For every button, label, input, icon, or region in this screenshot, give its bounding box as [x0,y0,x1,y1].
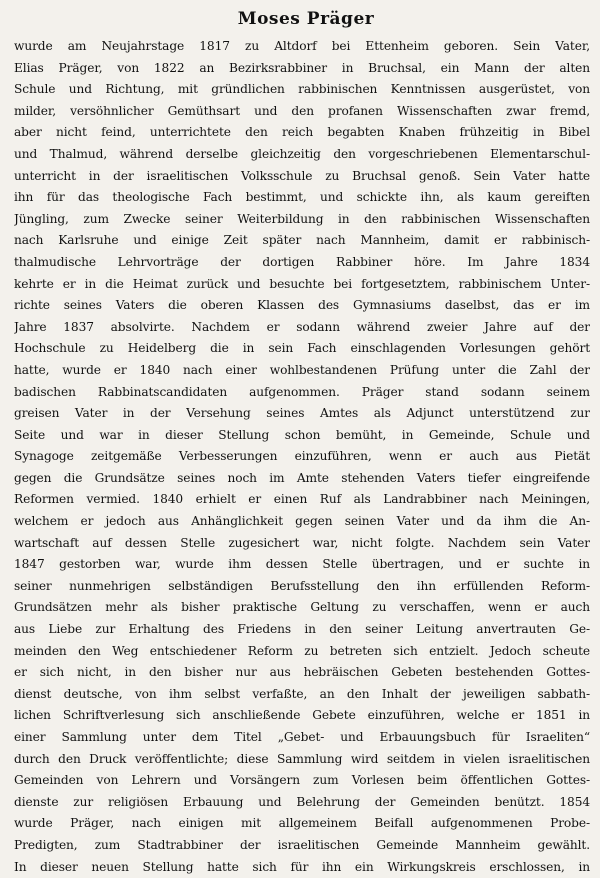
text-line: milder, versöhnlicher Gemüthsart und den profanen Wissenschaften zwar fremd, [14,103,590,118]
text-line: lichen Schriftverlesung sich anschließende Gebete einzuführen, welche er 1851 in [14,708,590,723]
text-line: gegen die Grundsätze seines noch im Amte stehenden Vaters tiefer eingreifende [14,470,590,485]
page-title: Moses Präger [237,9,375,29]
text-line: unterricht in der israelitischen Volksschule zu Bruchsal genoß. Sein Vater hatte [14,168,590,183]
text-line: hatte, wurde er 1840 nach einer wohlbestandenen Prüfung unter die Zahl der [14,362,590,377]
text-line: greisen Vater in der Versehung seines Amtes als Adjunct unterstützend zur [14,406,590,421]
text-line: wartschaft auf dessen Stelle zugesichert war, nicht folgte. Nachdem sein Vater [14,535,590,550]
text-line: Predigten, zum Stadtrabbiner der israelitischen Gemeinde Mannheim gewählt. [14,837,590,852]
text-line: Elias Präger, von 1822 an Bezirksrabbiner in Bruchsal, ein Mann der alten [14,60,590,75]
text-line: und Thalmud, während derselbe gleichzeitig den vorgeschriebenen Elementarschul- [14,146,590,161]
text-line: Gemeinden von Lehrern und Vorsängern zum Vorlesen beim öffentlichen Gottes- [14,773,590,788]
text-line: Schule und Richtung, mit gründlichen rabbinischen Kenntnissen ausgerüstet, von [14,82,590,97]
text-line: thalmudische Lehrvorträge der dortigen Rabbiner höre. Im Jahre 1834 [14,254,590,269]
text-line: kehrte er in die Heimat zurück und besuchte bei fortgesetztem, rabbinischem Unter- [14,276,590,291]
text-line: aus Liebe zur Erhaltung des Friedens in den seiner Leitung anvertrauten Ge- [14,622,590,637]
text-line: seiner nunmehrigen selbständigen Berufsstellung den ihn erfüllenden Reform- [14,578,590,593]
text-line: 1847 gestorben war, wurde ihm dessen Stelle übertragen, und er suchte in [14,557,590,572]
text-line: Hochschule zu Heidelberg die in sein Fach einschlagenden Vorlesungen gehört [14,341,590,356]
text-line: badischen Rabbinatscandidaten aufgenommen. Präger stand sodann seinem [14,384,590,399]
text-line: dienste zur religiösen Erbauung und Belehrung der Gemeinden benützt. 1854 [14,794,590,809]
text-line: welchem er jedoch aus Anhänglichkeit gegen seinen Vater und da ihm die An- [14,514,590,529]
text-line: Synagoge zeitgemäße Verbesserungen einzuführen, wenn er auch aus Pietät [14,449,590,464]
text-line: Grundsätzen mehr als bisher praktische Geltung zu verschaffen, wenn er auch [14,600,590,615]
text-line: durch den Druck veröffentlichte; diese Sammlung wird seitdem in vielen israelitischen [14,751,590,766]
text-line: aber nicht feind, unterrichtete den reich begabten Knaben frühzeitig in Bibel [14,125,590,140]
text-line: er sich nicht, in den bisher nur aus hebräischen Gebeten bestehenden Gottes- [14,665,590,680]
text-line: Jahre 1837 absolvirte. Nachdem er sodann während zweier Jahre auf der [14,319,590,334]
text-line: einer Sammlung unter dem Titel „Gebet- und Erbauungsbuch für Israeliten“ [14,730,590,744]
text-line: richte seines Vaters die oberen Klassen des Gymnasiums daselbst, das er im [14,298,590,313]
text-line: ihn für das theologische Fach bestimmt, und schickte ihn, als kaum gereiften [14,190,590,205]
text-line: Jüngling, zum Zwecke seiner Weiterbildung in den rabbinischen Wissenschaften [14,211,590,226]
text-line: nach Karlsruhe und einige Zeit später nach Mannheim, damit er rabbinisch- [14,233,590,248]
text-line: Seite und war in dieser Stellung schon bemüht, in Gemeinde, Schule und [14,427,590,442]
text-line: In dieser neuen Stellung hatte sich für ihn ein Wirkungskreis erschlossen, in [14,859,590,874]
text-line: Reformen vermied. 1840 erhielt er einen Ruf als Landrabbiner nach Meiningen, [14,492,590,507]
text-line: wurde am Neujahrstage 1817 zu Altdorf bei Ettenheim geboren. Sein Vater, [14,39,590,53]
text-line: dienst deutsche, von ihm selbst verfaßte, an den Inhalt der jeweiligen sabbath- [14,686,590,701]
text-line: wurde Präger, nach einigen mit allgemeinem Beifall aufgenommenen Probe- [14,816,590,831]
text-line: meinden den Weg entschiedener Reform zu betreten sich entzielt. Jedoch scheute [14,643,590,658]
body-text [14,36,590,878]
